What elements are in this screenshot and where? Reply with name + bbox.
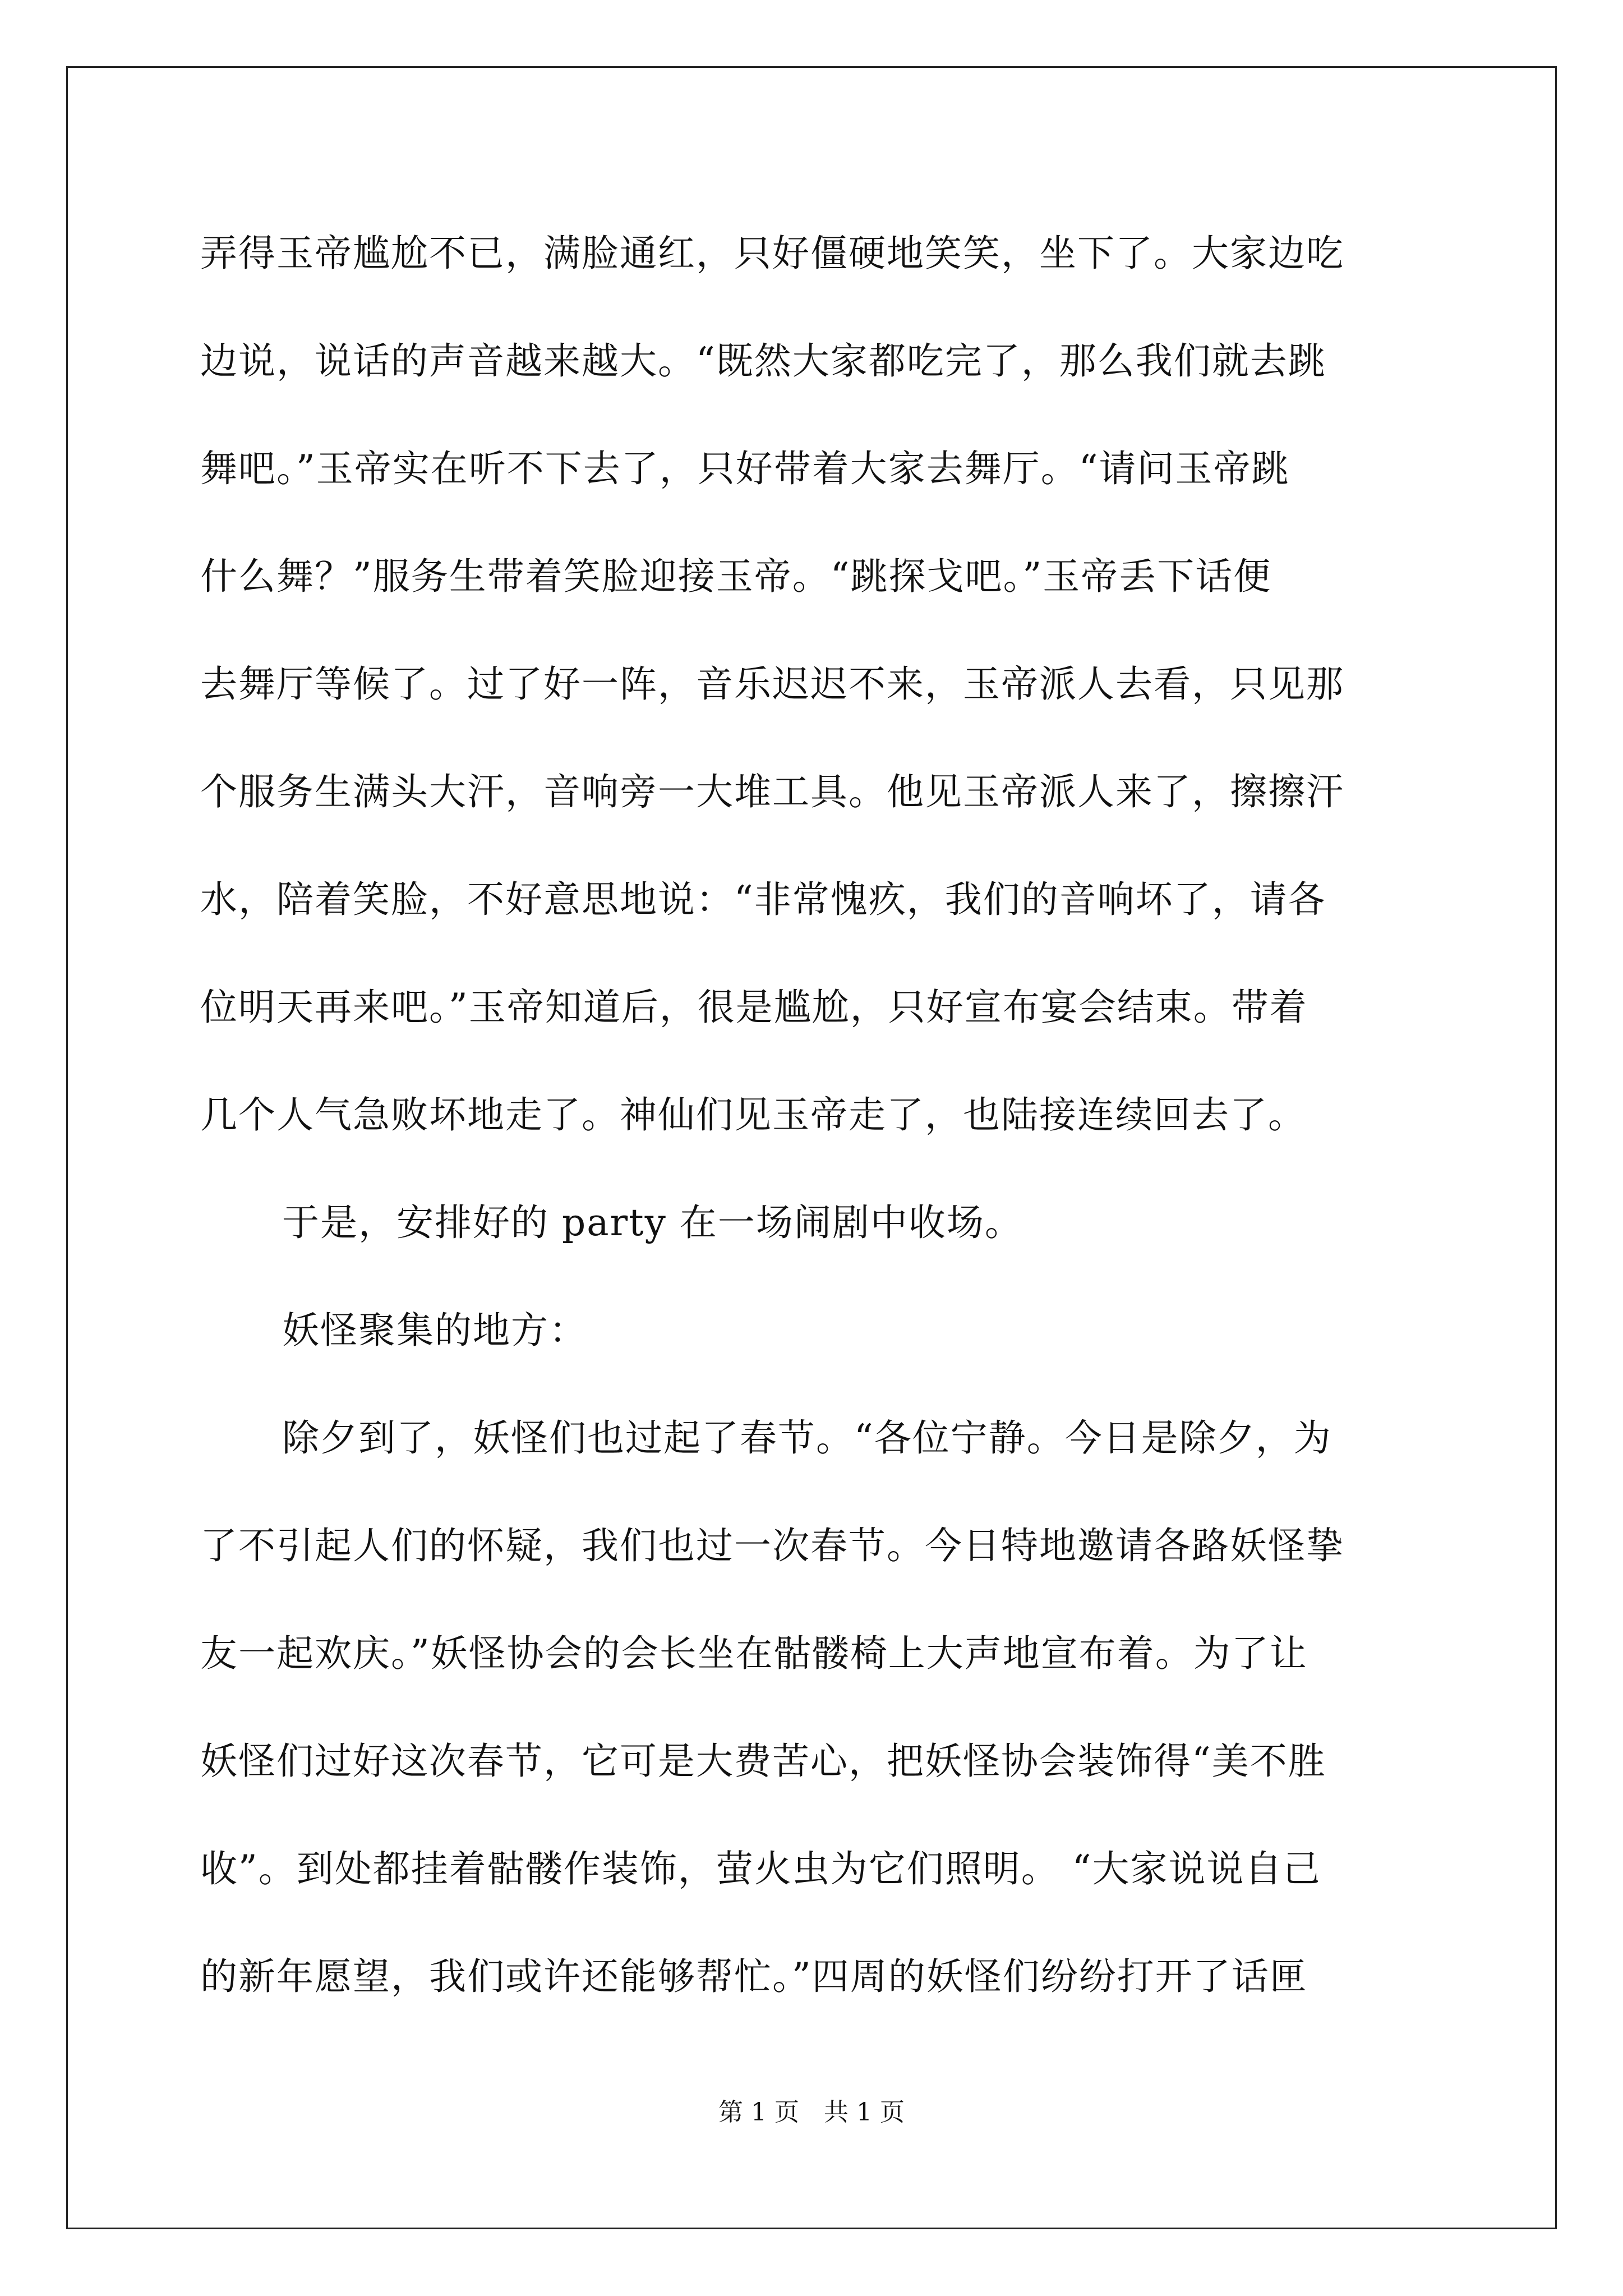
text-line: 去舞厅等候了。过了好一阵，音乐迟迟不来，玉帝派人去看，只见那	[200, 662, 1344, 706]
text-line: 个服务生满头大汗，音响旁一大堆工具。他见玉帝派人来了，擦擦汗	[200, 770, 1344, 813]
text-line: 了不引起人们的怀疑，我们也过一次春节。今日特地邀请各路妖怪挚	[200, 1524, 1344, 1567]
text-line: 边说，说话的声音越来越大。“既然大家都吃完了，那么我们就去跳	[200, 339, 1326, 383]
paragraph-line: 妖怪聚集的地方：	[282, 1309, 587, 1352]
text-line: 的新年愿望，我们或许还能够帮忙。”四周的妖怪们纷纷打开了话匣	[200, 1955, 1308, 1998]
paragraph-line: 于是，安排好的 party 在一场闹剧中收场。	[282, 1201, 1023, 1244]
text-line: 几个人气急败坏地走了。神仙们见玉帝走了，也陆接连续回去了。	[200, 1093, 1306, 1137]
text-line: 水，陪着笑脸，不好意思地说：“非常愧疚，我们的音响坏了，请各	[200, 878, 1326, 921]
text-line: 友一起欢庆。”妖怪协会的会长坐在骷髅椅上大声地宣布着。为了让	[200, 1632, 1308, 1675]
text-line: 妖怪们过好这次春节，它可是大费苦心，把妖怪协会装饰得“美不胜	[200, 1740, 1326, 1783]
text-line: 收”。到处都挂着骷髅作装饰，萤火虫为它们照明。 “大家说说自己	[200, 1847, 1321, 1890]
text-line: 位明天再来吧。”玉帝知道后，很是尴尬，只好宣布宴会结束。带着	[200, 986, 1308, 1029]
text-line: 舞吧。”玉帝实在听不下去了，只好带着大家去舞厅。“请问玉帝跳	[200, 447, 1290, 490]
paragraph-line: 除夕到了，妖怪们也过起了春节。“各位宁静。今日是除夕，为	[282, 1416, 1332, 1460]
text-line: 弄得玉帝尴尬不已，满脸通红，只好僵硬地笑笑，坐下了。大家边吃	[200, 232, 1344, 275]
text-line: 什么舞？”服务生带着笑脸迎接玉帝。“跳探戈吧。”玉帝丢下话便	[200, 555, 1272, 598]
page-number-footer: 第 1 页 共 1 页	[718, 2098, 905, 2127]
